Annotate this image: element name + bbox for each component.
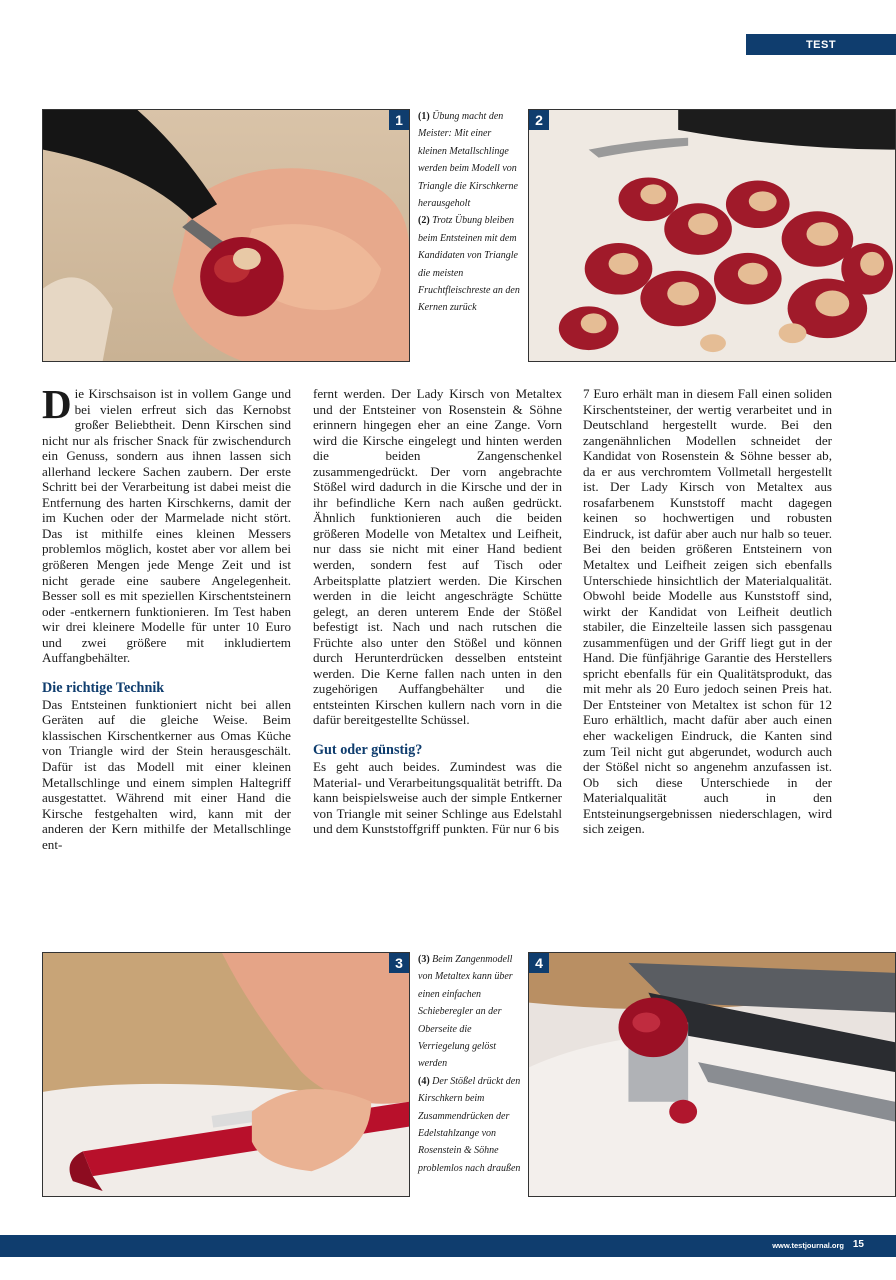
- photo-2: [528, 109, 896, 362]
- technique-paragraph-a: Das Entsteinen funktioniert nicht bei allen Geräten auf die gleiche Weise. Beim klassischen Kirschentkerner aus Omas Küche von Triangle wird der Stein herausgeschält. Dafür ist das Modell mit einer kleinen Metallschlinge und einem simplen Haltegriff ausgestattet. Während mit einer Hand die Kirsche festgehalten wird, kann mit der anderen der Kern mithilfe der Metallschlinge ent-: [42, 696, 291, 852]
- caption-3-label: (3): [418, 954, 430, 965]
- page-number: 15: [852, 1239, 864, 1250]
- photo-4-image: [529, 953, 895, 1196]
- photo-3-image: [43, 953, 409, 1196]
- heading-quality: Gut oder günstig?: [313, 742, 423, 759]
- caption-3-text: Beim Zangenmodell von Metaltex kann über einen einfachen Schieberegler an der Oberseite die Verriegelung gelöst werden: [418, 954, 513, 1070]
- caption-bottom: [418, 951, 522, 1177]
- dropcap: D: [42, 381, 72, 427]
- photo-2-image: [529, 110, 895, 361]
- section-tag: TEST: [746, 34, 896, 55]
- caption-2-text: Trotz Übung bleiben beim Entsteinen mit dem Kandidaten von Triangle die meisten Fruchtfleischreste an den Kernen zurück: [418, 215, 520, 314]
- photo-1: [42, 109, 410, 362]
- intro-paragraph: Die Kirschsaison ist in vollem Gange und bei vielen erfreut sich das Kernobst großer Beliebtheit. Denn Kirschen sind nicht nur als frischer Snack für zwischendurch ein Genuss, sondern aus ihnen lassen sich allerhand leckere Sachen zaubern. Der erste Schritt bei der Verarbeitung ist dabei meist die Entfernung des harten Kirschkerns, damit der im Kuchen oder der Marmelade nicht stört. Das ist mithilfe eines kleinen Messers problemlos möglich, kostet aber vor allem bei größeren Mengen jede Menge Zeit und ist nicht gerade eine saubere Angelegenheit. Besser soll es mit speziellen Kirschentsteinern oder -entkernern funktionieren. Im Test haben wir drei kleinere Modelle für unter 10 Euro und zwei größere mit inkludiertem Auffangbehälter.: [42, 381, 291, 666]
- photo-4: [528, 952, 896, 1197]
- photo-1-number: 1: [389, 110, 409, 130]
- article-column-1: [42, 381, 291, 852]
- caption-2-label: (2): [418, 215, 430, 227]
- photo-2-number: 2: [529, 110, 549, 130]
- caption-1-text: Übung macht den Meister: Mit einer kleinen Metallschlinge werden beim Modell von Triangle die Kirschkerne herausgeholt: [418, 111, 518, 210]
- photo-1-image: [43, 110, 409, 361]
- article-column-2: [313, 386, 562, 837]
- quality-paragraph-a: Es geht auch beides. Zumindest was die Material- und Verarbeitungsqualität betrifft. Da kann beispielsweise auch der simple Entkerner von Triangle mit seiner Schlinge aus Edelstahl und dem Kunststoffgriff punkten. Für nur 6 bis: [313, 759, 562, 837]
- caption-4-label: (4): [418, 1075, 430, 1087]
- quality-paragraph-b: 7 Euro erhält man in diesem Fall einen soliden Kirschentsteiner, der wertig verarbeitet und in Deutschland hergestellt wurde. Bei den zangenähnlichen Modellen schneidet der Kandidat von Rosenstein & Söhne besser ab, da er aus verchromtem Vollmetall hergestellt ist. Der Lady Kirsch von Metaltex aus rosafarbenem Kunststoff macht dagegen keinen so hochwertigen und robusten Eindruck, ist dafür aber auch nur halb so teuer. Bei den beiden größeren Entsteinern von Metaltex und Leifheit zeigen sich ebenfalls Unterschiede hinsichtlich der Materialqualität. Obwohl beide Modelle aus Kunststoff sind, wirkt der Kandidat von Leifheit deutlich stabiler, die Einzelteile lassen sich passgenau zusammenfügen und der Griff liegt gut in der Hand. Die fünfjährige Garantie des Herstellers spricht ebenfalls für ein Qualitätsprodukt, das mit mehr als 20 Euro jedoch seinen Preis hat. Der Entsteiner von Metaltex ist schon für 12 Euro erhältlich, macht dafür aber auch einen eher wackeligen Eindruck, die Kanten sind zum Teil nicht gut abgerundet, wodurch auch der Stößel nicht so angenehm anzufassen ist. Ob sich diese Unterschiede in der Materialqualität auch in den Entsteinungsergebnissen niederschlagen, wird sich zeigen.: [583, 386, 832, 837]
- footer-url[interactable]: www.testjournal.org: [772, 1241, 844, 1250]
- caption-1-label: (1): [418, 111, 430, 122]
- caption-top: [418, 108, 522, 317]
- photo-3: [42, 952, 410, 1197]
- heading-technique: Die richtige Technik: [42, 679, 165, 696]
- photo-4-number: 4: [529, 953, 549, 973]
- article-column-3: [583, 386, 832, 837]
- photo-3-number: 3: [389, 953, 409, 973]
- caption-4-text: Der Stößel drückt den Kirschkern beim Zusammendrücken der Edelstahlzange von Rosenstein & Söhne problemlos nach draußen: [418, 1075, 521, 1174]
- footer-bar: [0, 1235, 896, 1257]
- technique-paragraph-b: fernt werden. Der Lady Kirsch von Metaltex und der Entsteiner von Rosenstein & Söhne erinnern hingegen eher an eine Zange. Vorn wird die Kirsche eingelegt und hinten werden die beiden Zangenschenkel zusammengedrückt. Der vorn angebrachte Stößel wird dadurch in die Kirsche und der in ihr befindliche Kern nach außen gedrückt. Ähnlich funktionieren auch die beiden größeren Modelle von Metaltex und Leifheit, nur dass sie nicht mit einer Hand bedient werden, sondern fest auf Tisch oder Arbeitsplatte platziert werden. Die Kirschen werden in die leicht angeschrägte Schütte gelegt, an deren unterem Ende der Stößel befestigt ist. Nach und nach rutschen die Früchte also unter den Stößel und können durch Herunterdrücken desselben entsteint werden. Die Kerne fallen nach unten in den zugehörigen Auffangbehälter und die entsteinten Kirschen kullern nach vorn in die dafür bereitgestellte Schüssel.: [313, 386, 562, 728]
